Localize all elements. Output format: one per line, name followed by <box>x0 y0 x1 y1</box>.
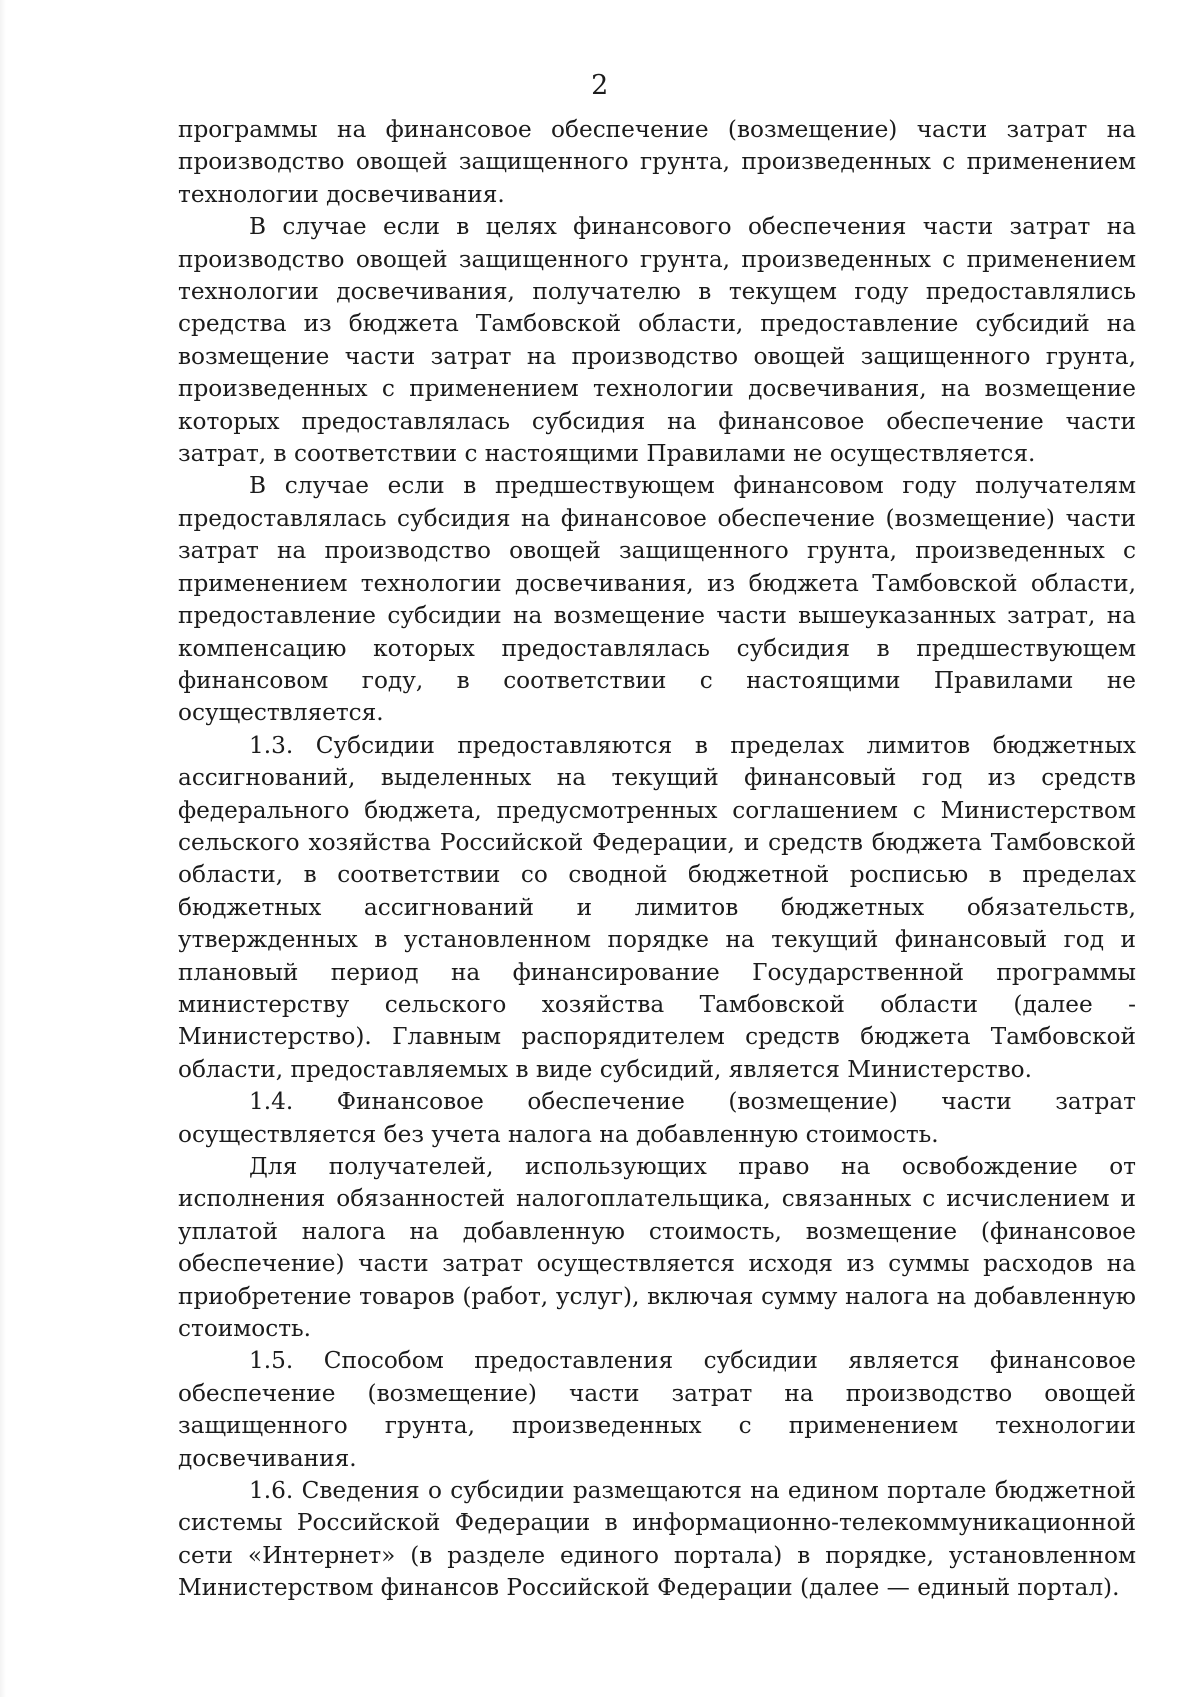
paragraph-1-5: 1.5. Способом предоставления субсидии является финансовое обеспечение (возмещение) части затрат на производство овощей защищенного грунта, произведенных с применением технологии досвечивания. <box>178 1347 1136 1472</box>
paragraph-vat-exemption: Для получателей, использующих право на освобождение от исполнения обязанностей налогоплательщика, связанных с исчислением и уплатой налога на добавленную стоимость, возмещение (финансовое обеспечение) части затрат осуществляется исходя из суммы расходов на приобретение товаров (работ, услуг), включая сумму налога на добавленную стоимость. <box>178 1153 1136 1343</box>
paragraph-1-3: 1.3. Субсидии предоставляются в пределах лимитов бюджетных ассигнований, выделенных на текущий финансовый год из средств федерального бюджета, предусмотренных соглашением с Министерством сельского хозяйства Российской Федерации, и средств бюджета Тамбовской области, в соответствии со сводной бюджетной росписью в пределах бюджетных ассигнований и лимитов бюджетных обязательств, утвержденных в установленном порядке на текущий финансовый год и плановый период на финансирование Государственной программы министерству сельского хозяйства Тамбовской области (далее - Министерство). Главным распорядителем средств бюджета Тамбовской области, предоставляемых в виде субсидий, является Министерство. <box>178 731 1136 1083</box>
document-body <box>178 114 1136 1605</box>
paragraph-continuation: программы на финансовое обеспечение (возмещение) части затрат на производство овощей защищенного грунта, произведенных с применением технологии досвечивания. <box>178 116 1136 208</box>
paragraph-1-6: 1.6. Сведения о субсидии размещаются на едином портале бюджетной системы Российской Федерации в информационно-телекоммуникационной сети «Интернет» (в разделе единого портала) в порядке, установленном Министерством финансов Российской Федерации (далее — единый портал). <box>178 1477 1136 1602</box>
paragraph-previous-year-condition: В случае если в предшествующем финансовом году получателям предоставлялась субсидия на финансовое обеспечение (возмещение) части затрат на производство овощей защищенного грунта, произведенных с применением технологии досвечивания, из бюджета Тамбовской области, предоставление субсидии на возмещение части вышеуказанных затрат, на компенсацию которых предоставлялась субсидия в предшествующем финансовом году, в соответствии с настоящими Правилами не осуществляется. <box>178 472 1136 727</box>
scan-edge <box>0 0 6 1697</box>
paragraph-financing-condition: В случае если в целях финансового обеспечения части затрат на производство овощей защищенного грунта, произведенных с применением технологии досвечивания, получателю в текущем году предоставлялись средства из бюджета Тамбовской области, предоставление субсидий на возмещение части затрат на производство овощей защищенного грунта, произведенных с применением технологии досвечивания, на возмещение которых предоставлялась субсидия на финансовое обеспечение части затрат, в соответствии с настоящими Правилами не осуществляется. <box>178 213 1136 468</box>
paragraph-1-4: 1.4. Финансовое обеспечение (возмещение) части затрат осуществляется без учета налога на добавленную стоимость. <box>178 1088 1136 1148</box>
page-number: 2 <box>591 70 609 101</box>
